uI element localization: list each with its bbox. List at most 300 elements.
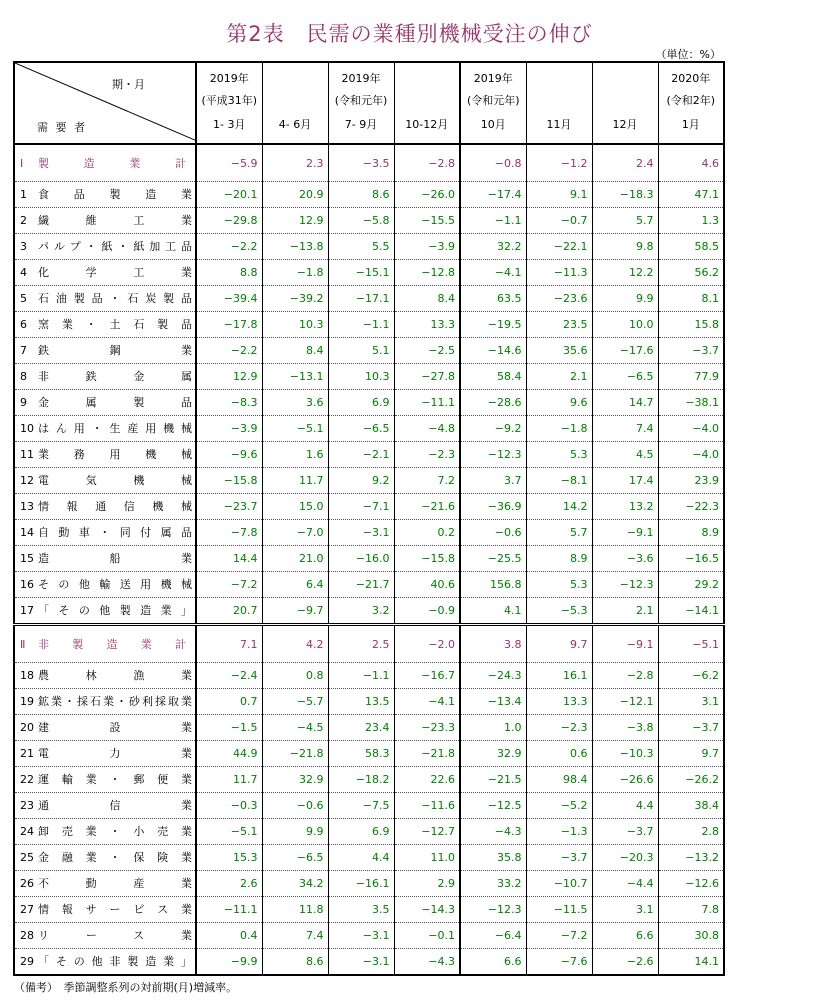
column-header-l3: 7- 9月: [344, 118, 378, 131]
value-cell: −4.4: [592, 871, 658, 897]
table-row: [14, 741, 724, 767]
value-cell: 2.6: [196, 871, 262, 897]
value-cell: 4.5: [592, 442, 658, 468]
value-cell: 40.6: [394, 572, 460, 598]
value-cell: −12.6: [658, 871, 724, 897]
row-number: 26: [20, 877, 34, 890]
value-cell: −10.7: [526, 871, 592, 897]
row-label: [14, 689, 196, 715]
row-number: 3: [20, 240, 27, 253]
page-title: 第2表 民需の業種別機械受注の伸び: [226, 22, 593, 46]
value-cell: 22.6: [394, 767, 460, 793]
value-cell: 34.2: [262, 871, 328, 897]
value-cell: −7.5: [328, 793, 394, 819]
table-row: [14, 625, 724, 663]
value-cell: −15.1: [328, 260, 394, 286]
value-cell: 5.1: [328, 338, 394, 364]
value-cell: 56.2: [658, 260, 724, 286]
value-cell: 13.5: [328, 689, 394, 715]
value-cell: −2.8: [394, 144, 460, 182]
value-cell: −2.0: [394, 625, 460, 663]
value-cell: −3.7: [592, 819, 658, 845]
value-cell: −2.5: [394, 338, 460, 364]
value-cell: 11.7: [262, 468, 328, 494]
value-cell: −17.6: [592, 338, 658, 364]
value-cell: −26.6: [592, 767, 658, 793]
row-label: [14, 871, 196, 897]
table-row: [14, 715, 724, 741]
value-cell: −2.6: [592, 949, 658, 976]
value-cell: 13.2: [592, 494, 658, 520]
table-row: [14, 234, 724, 260]
table-row: [14, 494, 724, 520]
value-cell: 4.4: [592, 793, 658, 819]
value-cell: 29.2: [658, 572, 724, 598]
value-cell: 8.9: [658, 520, 724, 546]
value-cell: −0.3: [196, 793, 262, 819]
value-cell: −9.7: [262, 598, 328, 625]
value-cell: 32.9: [460, 741, 526, 767]
value-cell: 0.8: [262, 663, 328, 689]
row-number: 11: [20, 448, 34, 461]
value-cell: −17.8: [196, 312, 262, 338]
column-header-l3: 12月: [612, 118, 638, 131]
value-cell: 3.2: [328, 598, 394, 625]
row-name: 非製造業計: [38, 637, 186, 651]
value-cell: −3.7: [658, 338, 724, 364]
row-name: 「その他製造業」: [38, 604, 192, 617]
row-name: 鉱業・採石業・砂利採取業: [38, 695, 192, 708]
table-row: [14, 416, 724, 442]
row-label: [14, 897, 196, 923]
row-label: [14, 625, 196, 663]
column-header: [526, 62, 592, 144]
value-cell: −4.3: [394, 949, 460, 976]
value-cell: −26.0: [394, 182, 460, 208]
value-cell: 21.0: [262, 546, 328, 572]
value-cell: −23.6: [526, 286, 592, 312]
row-label: [14, 234, 196, 260]
value-cell: 12.9: [196, 364, 262, 390]
value-cell: 58.5: [658, 234, 724, 260]
value-cell: −3.8: [592, 715, 658, 741]
value-cell: 156.8: [460, 572, 526, 598]
value-cell: 0.2: [394, 520, 460, 546]
row-label: [14, 312, 196, 338]
value-cell: −9.1: [592, 520, 658, 546]
value-cell: −12.3: [460, 897, 526, 923]
table-row: [14, 689, 724, 715]
table-row: [14, 338, 724, 364]
column-header-l1: 2020年: [671, 72, 711, 85]
value-cell: −1.2: [526, 144, 592, 182]
row-number: 15: [20, 552, 34, 565]
value-cell: −17.4: [460, 182, 526, 208]
value-cell: 30.8: [658, 923, 724, 949]
row-number: 29: [20, 955, 34, 968]
row-label: [14, 442, 196, 468]
value-cell: −4.0: [658, 442, 724, 468]
row-number: 24: [20, 825, 34, 838]
row-label: [14, 144, 196, 182]
row-name: 運輸業・郵便業: [38, 773, 192, 786]
value-cell: 32.2: [460, 234, 526, 260]
table-row: [14, 144, 724, 182]
value-cell: −5.3: [526, 598, 592, 625]
value-cell: 47.1: [658, 182, 724, 208]
column-header-l2: (令和2年): [666, 94, 716, 107]
value-cell: −22.1: [526, 234, 592, 260]
row-name: 電気機械: [38, 474, 192, 487]
row-name: その他輸送用機械: [38, 578, 192, 591]
value-cell: −21.6: [394, 494, 460, 520]
value-cell: −18.3: [592, 182, 658, 208]
row-number: 4: [20, 266, 27, 279]
value-cell: −4.5: [262, 715, 328, 741]
value-cell: −13.2: [658, 845, 724, 871]
row-label: [14, 286, 196, 312]
row-name: 建設業: [38, 721, 192, 734]
row-number: 6: [20, 318, 27, 331]
value-cell: −17.1: [328, 286, 394, 312]
table-row: [14, 182, 724, 208]
row-number: 25: [20, 851, 34, 864]
row-name: 農林漁業: [38, 669, 192, 682]
value-cell: 7.4: [262, 923, 328, 949]
value-cell: 7.1: [196, 625, 262, 663]
value-cell: 2.8: [658, 819, 724, 845]
value-cell: 2.3: [262, 144, 328, 182]
value-cell: −12.8: [394, 260, 460, 286]
value-cell: −15.8: [196, 468, 262, 494]
value-cell: −2.2: [196, 234, 262, 260]
value-cell: −1.8: [526, 416, 592, 442]
value-cell: −2.3: [526, 715, 592, 741]
table-row: [14, 793, 724, 819]
value-cell: 9.7: [526, 625, 592, 663]
row-label: [14, 845, 196, 871]
row-number: 7: [20, 344, 27, 357]
column-header: [394, 62, 460, 144]
value-cell: 6.6: [460, 949, 526, 976]
value-cell: −29.8: [196, 208, 262, 234]
value-cell: 13.3: [394, 312, 460, 338]
value-cell: −9.9: [196, 949, 262, 976]
table-row: [14, 845, 724, 871]
table-row: [14, 949, 724, 976]
value-cell: 9.9: [592, 286, 658, 312]
value-cell: −5.1: [262, 416, 328, 442]
row-name: 電力業: [38, 747, 192, 760]
table-row: [14, 663, 724, 689]
value-cell: 7.4: [592, 416, 658, 442]
value-cell: 2.1: [526, 364, 592, 390]
value-cell: 12.9: [262, 208, 328, 234]
corner-period-label: 期・月: [112, 78, 145, 91]
row-number: 8: [20, 370, 27, 383]
row-label: [14, 364, 196, 390]
value-cell: −4.8: [394, 416, 460, 442]
value-cell: 14.7: [592, 390, 658, 416]
value-cell: −22.3: [658, 494, 724, 520]
value-cell: 15.3: [196, 845, 262, 871]
row-label: [14, 338, 196, 364]
value-cell: 8.4: [262, 338, 328, 364]
footnote: （備考） 季節調整系列の対前期(月)増減率。: [14, 981, 238, 994]
value-cell: −5.7: [262, 689, 328, 715]
value-cell: −1.8: [262, 260, 328, 286]
row-name: 金属製品: [38, 396, 192, 409]
row-label: [14, 468, 196, 494]
value-cell: −0.9: [394, 598, 460, 625]
value-cell: −3.9: [394, 234, 460, 260]
value-cell: 1.3: [658, 208, 724, 234]
value-cell: −3.1: [328, 520, 394, 546]
value-cell: −16.1: [328, 871, 394, 897]
row-name: パルプ・紙・紙加工品: [38, 240, 192, 253]
column-header-l3: 1- 3月: [213, 118, 246, 131]
table-row: [14, 442, 724, 468]
value-cell: −12.1: [592, 689, 658, 715]
value-cell: −6.2: [658, 663, 724, 689]
value-cell: 44.9: [196, 741, 262, 767]
value-cell: −3.9: [196, 416, 262, 442]
table-row: [14, 819, 724, 845]
value-cell: −2.8: [592, 663, 658, 689]
value-cell: −16.0: [328, 546, 394, 572]
value-cell: 12.2: [592, 260, 658, 286]
row-name: 金融業・保険業: [38, 851, 192, 864]
value-cell: 11.7: [196, 767, 262, 793]
value-cell: −7.1: [328, 494, 394, 520]
table-row: [14, 572, 724, 598]
column-header-l1: 2019年: [341, 72, 381, 85]
value-cell: −3.5: [328, 144, 394, 182]
value-cell: −21.7: [328, 572, 394, 598]
value-cell: −11.3: [526, 260, 592, 286]
table-row: [14, 923, 724, 949]
value-cell: −5.2: [526, 793, 592, 819]
value-cell: 58.4: [460, 364, 526, 390]
value-cell: 11.8: [262, 897, 328, 923]
value-cell: 8.4: [394, 286, 460, 312]
value-cell: 3.6: [262, 390, 328, 416]
table-row: [14, 871, 724, 897]
row-number: 22: [20, 773, 34, 786]
value-cell: 5.7: [526, 520, 592, 546]
row-number: 21: [20, 747, 34, 760]
value-cell: −4.3: [460, 819, 526, 845]
value-cell: 5.3: [526, 442, 592, 468]
row-name: 石油製品・石炭製品: [38, 292, 192, 305]
value-cell: 5.5: [328, 234, 394, 260]
value-cell: 9.9: [262, 819, 328, 845]
column-header-l2: (平成31年): [201, 94, 258, 107]
column-header-l3: 4- 6月: [278, 118, 312, 131]
row-name: 情報通信機械: [38, 500, 192, 513]
value-cell: −6.5: [328, 416, 394, 442]
value-cell: −12.7: [394, 819, 460, 845]
row-number: 12: [20, 474, 34, 487]
value-cell: −21.8: [394, 741, 460, 767]
row-label: [14, 546, 196, 572]
value-cell: −5.1: [658, 625, 724, 663]
row-number: 16: [20, 578, 34, 591]
value-cell: −23.3: [394, 715, 460, 741]
value-cell: −20.1: [196, 182, 262, 208]
value-cell: −3.1: [328, 923, 394, 949]
value-cell: −9.6: [196, 442, 262, 468]
value-cell: −3.7: [526, 845, 592, 871]
value-cell: −39.4: [196, 286, 262, 312]
value-cell: 58.3: [328, 741, 394, 767]
value-cell: −1.1: [328, 663, 394, 689]
value-cell: −12.3: [460, 442, 526, 468]
value-cell: 8.1: [658, 286, 724, 312]
value-cell: −23.7: [196, 494, 262, 520]
column-header: [658, 62, 724, 144]
row-name: 卸売業・小売業: [38, 825, 192, 838]
value-cell: 3.8: [460, 625, 526, 663]
value-cell: 20.9: [262, 182, 328, 208]
value-cell: 11.0: [394, 845, 460, 871]
row-name: 製造業計: [38, 156, 186, 170]
value-cell: −2.1: [328, 442, 394, 468]
row-name: 化学工業: [38, 266, 192, 279]
value-cell: −7.6: [526, 949, 592, 976]
value-cell: 2.5: [328, 625, 394, 663]
value-cell: 0.7: [196, 689, 262, 715]
value-cell: −1.3: [526, 819, 592, 845]
value-cell: −36.9: [460, 494, 526, 520]
value-cell: −0.8: [460, 144, 526, 182]
row-name: 「その他非製造業」: [38, 955, 192, 968]
row-number: 5: [20, 292, 27, 305]
table-row: [14, 468, 724, 494]
value-cell: −2.2: [196, 338, 262, 364]
row-name: 窯業・土石製品: [38, 318, 192, 331]
row-name: はん用・生産用機械: [38, 422, 192, 435]
value-cell: −39.2: [262, 286, 328, 312]
column-header-l3: 10-12月: [405, 118, 449, 131]
value-cell: 15.0: [262, 494, 328, 520]
column-header-l1: 2019年: [473, 72, 513, 85]
value-cell: 2.1: [592, 598, 658, 625]
row-label: [14, 390, 196, 416]
value-cell: −8.3: [196, 390, 262, 416]
value-cell: −21.8: [262, 741, 328, 767]
table-row: [14, 260, 724, 286]
value-cell: −2.4: [196, 663, 262, 689]
value-cell: 9.2: [328, 468, 394, 494]
row-name: リース業: [38, 929, 192, 942]
row-name: 繊維工業: [38, 214, 192, 227]
value-cell: −14.6: [460, 338, 526, 364]
value-cell: 3.1: [592, 897, 658, 923]
value-cell: −3.1: [328, 949, 394, 976]
row-label: [14, 819, 196, 845]
row-number: 2: [20, 214, 27, 227]
table-row: [14, 364, 724, 390]
value-cell: 98.4: [526, 767, 592, 793]
row-name: 食品製造業: [38, 188, 192, 201]
row-name: 非鉄金属: [38, 370, 192, 383]
value-cell: 7.2: [394, 468, 460, 494]
value-cell: 14.2: [526, 494, 592, 520]
value-cell: 3.1: [658, 689, 724, 715]
value-cell: 63.5: [460, 286, 526, 312]
value-cell: 6.9: [328, 390, 394, 416]
value-cell: 8.6: [328, 182, 394, 208]
value-cell: 9.6: [526, 390, 592, 416]
value-cell: 10.0: [592, 312, 658, 338]
value-cell: 35.8: [460, 845, 526, 871]
value-cell: −7.2: [526, 923, 592, 949]
value-cell: 23.5: [526, 312, 592, 338]
value-cell: 10.3: [262, 312, 328, 338]
header-row: [14, 62, 724, 144]
value-cell: −6.5: [262, 845, 328, 871]
value-cell: 14.1: [658, 949, 724, 976]
value-cell: 33.2: [460, 871, 526, 897]
table-row: [14, 897, 724, 923]
column-header: [592, 62, 658, 144]
row-label: [14, 520, 196, 546]
value-cell: −27.8: [394, 364, 460, 390]
value-cell: 2.4: [592, 144, 658, 182]
value-cell: 4.2: [262, 625, 328, 663]
value-cell: 8.8: [196, 260, 262, 286]
row-name: 鉄鋼業: [38, 344, 192, 357]
value-cell: 23.4: [328, 715, 394, 741]
row-label: [14, 572, 196, 598]
value-cell: 15.8: [658, 312, 724, 338]
table-row: [14, 767, 724, 793]
value-cell: 0.6: [526, 741, 592, 767]
value-cell: −4.1: [460, 260, 526, 286]
column-header: [196, 62, 262, 144]
value-cell: 38.4: [658, 793, 724, 819]
value-cell: −14.1: [658, 598, 724, 625]
row-number: 27: [20, 903, 34, 916]
value-cell: −28.6: [460, 390, 526, 416]
row-label: [14, 715, 196, 741]
row-number: 23: [20, 799, 34, 812]
row-label: [14, 598, 196, 625]
value-cell: 32.9: [262, 767, 328, 793]
value-cell: −4.1: [394, 689, 460, 715]
value-cell: −13.4: [460, 689, 526, 715]
column-header: [262, 62, 328, 144]
row-label: [14, 494, 196, 520]
row-number: 9: [20, 396, 27, 409]
value-cell: −0.7: [526, 208, 592, 234]
value-cell: −6.4: [460, 923, 526, 949]
value-cell: −12.3: [592, 572, 658, 598]
value-cell: 7.8: [658, 897, 724, 923]
value-cell: −7.0: [262, 520, 328, 546]
row-label: [14, 793, 196, 819]
row-label: [14, 767, 196, 793]
corner-header: [14, 62, 196, 144]
value-cell: −9.2: [460, 416, 526, 442]
column-header-l3: 10月: [480, 118, 506, 131]
value-cell: −1.5: [196, 715, 262, 741]
value-cell: −5.1: [196, 819, 262, 845]
row-label: [14, 260, 196, 286]
table-row: [14, 546, 724, 572]
row-name: 不動産業: [38, 877, 192, 890]
